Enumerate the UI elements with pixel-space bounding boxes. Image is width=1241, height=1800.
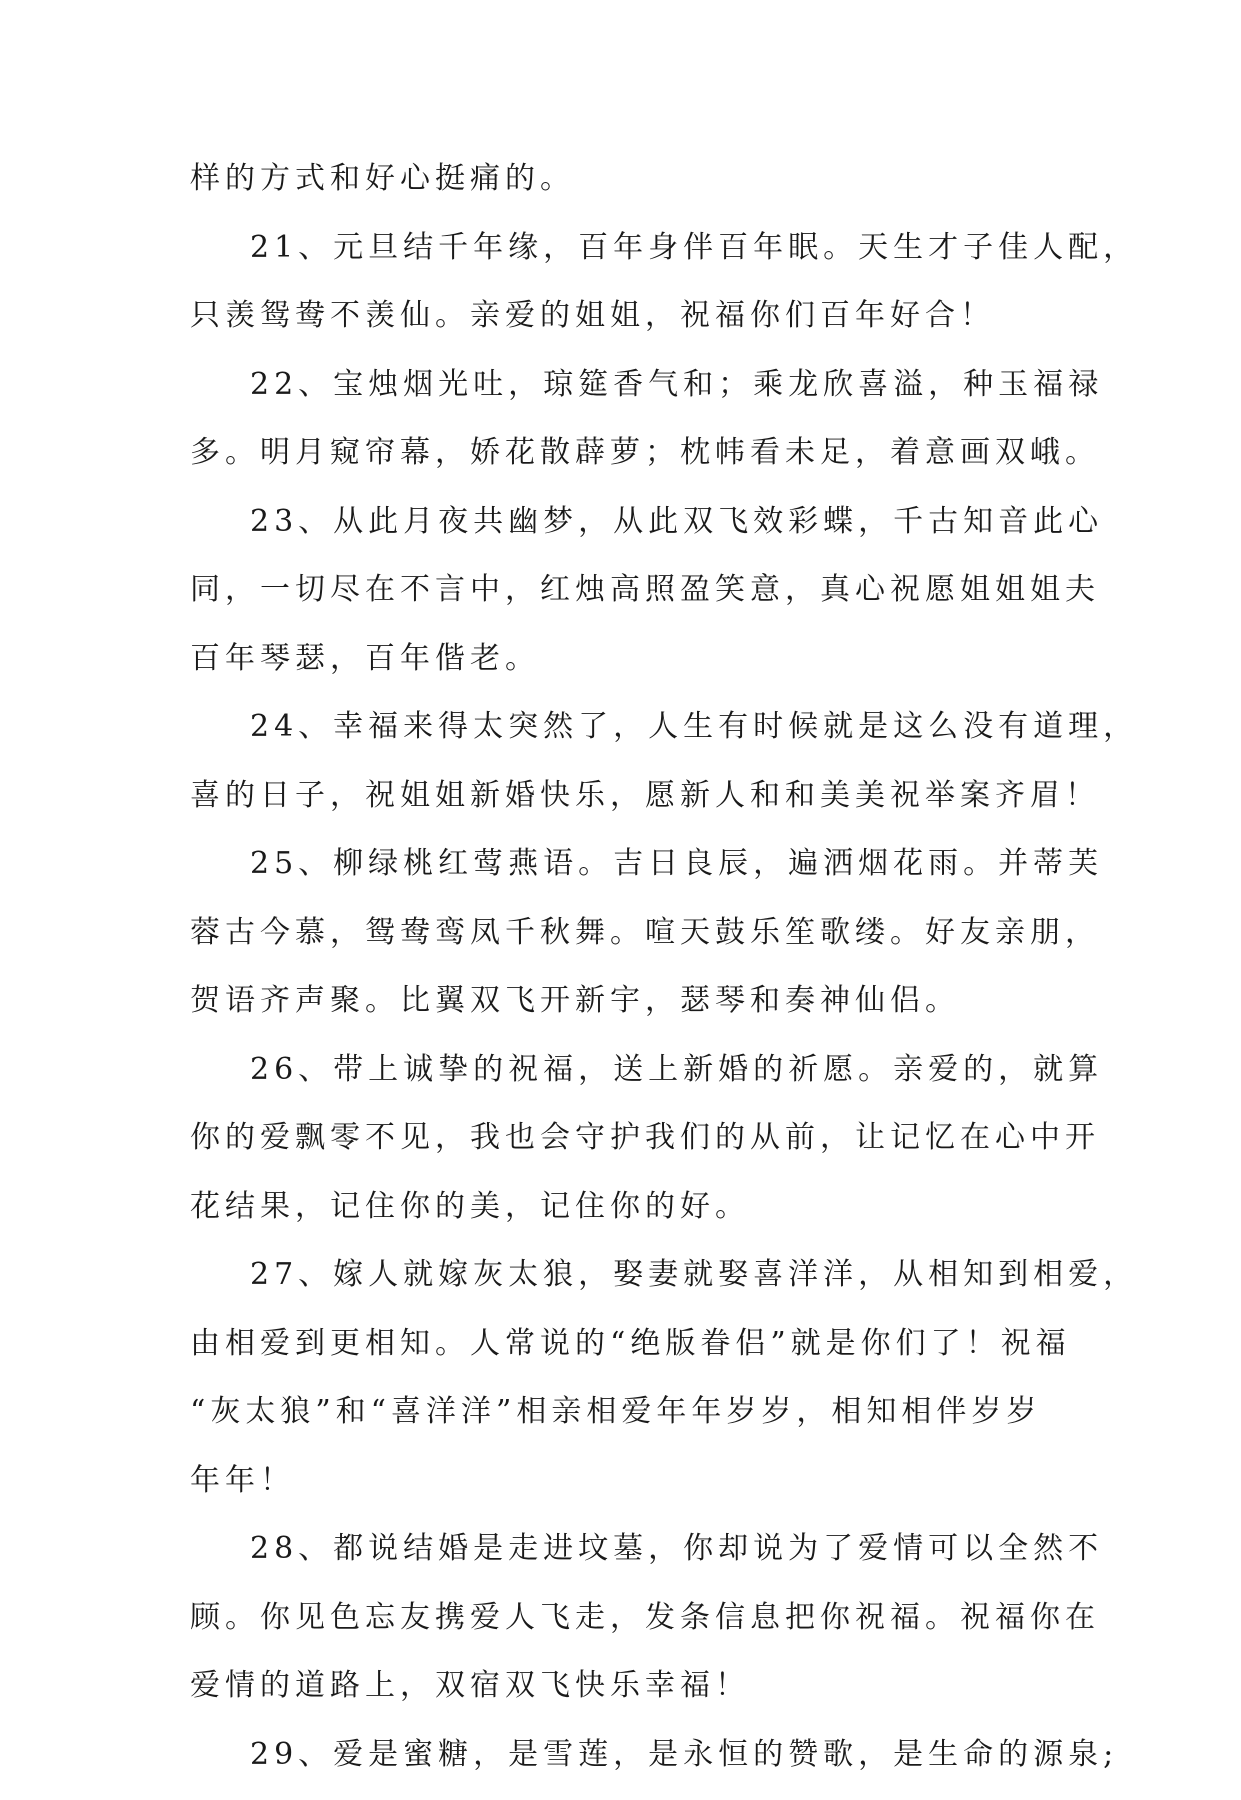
text-line-12: 蓉古今慕，鸳鸯鸾凤千秋舞。喧天鼓乐笙歌缕。好友亲朋， — [190, 914, 1100, 950]
text-line-11: 25、柳绿桃红莺燕语。吉日良辰，遍洒烟花雨。并蒂芙 — [250, 846, 1104, 881]
text-line-1: 样的方式和好心挺痛的。 — [190, 161, 575, 196]
text-line-18: 由相爱到更相知。人常说的“绝版眷侣”就是你们了！祝福 — [190, 1325, 1071, 1361]
body-text — [190, 156, 1139, 1800]
text-line-4: 22、宝烛烟光吐，琼筵香气和；乘龙欣喜溢，种玉福禄 — [250, 366, 1104, 402]
text-line-23: 爱情的道路上，双宿双飞快乐幸福！ — [190, 1668, 750, 1703]
text-line-15: 你的爱飘零不见，我也会守护我们的从前，让记忆在心中开 — [190, 1120, 1100, 1155]
text-line-22: 顾。你见色忘友携爱人飞走，发条信息把你祝福。祝福你在 — [190, 1599, 1100, 1635]
text-line-16: 花结果，记住你的美，记住你的好。 — [190, 1188, 750, 1224]
text-line-10: 喜的日子，祝姐姐新婚快乐，愿新人和和美美祝举案齐眉！ — [190, 777, 1100, 813]
text-line-8: 百年琴瑟，百年偕老。 — [190, 640, 540, 676]
text-line-14: 26、带上诚挚的祝福，送上新婚的祈愿。亲爱的，就算 — [250, 1051, 1104, 1087]
text-line-24: 29、爱是蜜糖，是雪莲，是永恒的赞歌，是生命的源泉; — [250, 1736, 1119, 1772]
text-line-17: 27、嫁人就嫁灰太狼，娶妻就娶喜洋洋，从相知到相爱， — [250, 1257, 1139, 1292]
text-line-19: “灰太狼”和“喜洋洋”相亲相爱年年岁岁，相知相伴岁岁 — [190, 1394, 1042, 1429]
text-line-2: 21、元旦结千年缘，百年身伴百年眠。天生才子佳人配， — [250, 229, 1139, 265]
text-line-7: 同，一切尽在不言中，红烛高照盈笑意，真心祝愿姐姐姐夫 — [190, 572, 1100, 607]
text-line-9: 24、幸福来得太突然了，人生有时候就是这么没有道理， — [250, 709, 1139, 744]
text-line-5: 多。明月窥帘幕，娇花散薜萝；枕帏看未足，着意画双峨。 — [190, 435, 1100, 470]
text-line-21: 28、都说结婚是走进坟墓，你却说为了爱情可以全然不 — [250, 1531, 1104, 1566]
text-line-13: 贺语齐声聚。比翼双飞开新宇，瑟琴和奏神仙侣。 — [190, 983, 960, 1018]
text-line-6: 23、从此月夜共幽梦，从此双飞效彩蝶，千古知音此心 — [250, 503, 1104, 539]
text-line-20: 年年！ — [190, 1462, 295, 1498]
text-line-3: 只羡鸳鸯不羡仙。亲爱的姐姐，祝福你们百年好合！ — [190, 298, 995, 333]
